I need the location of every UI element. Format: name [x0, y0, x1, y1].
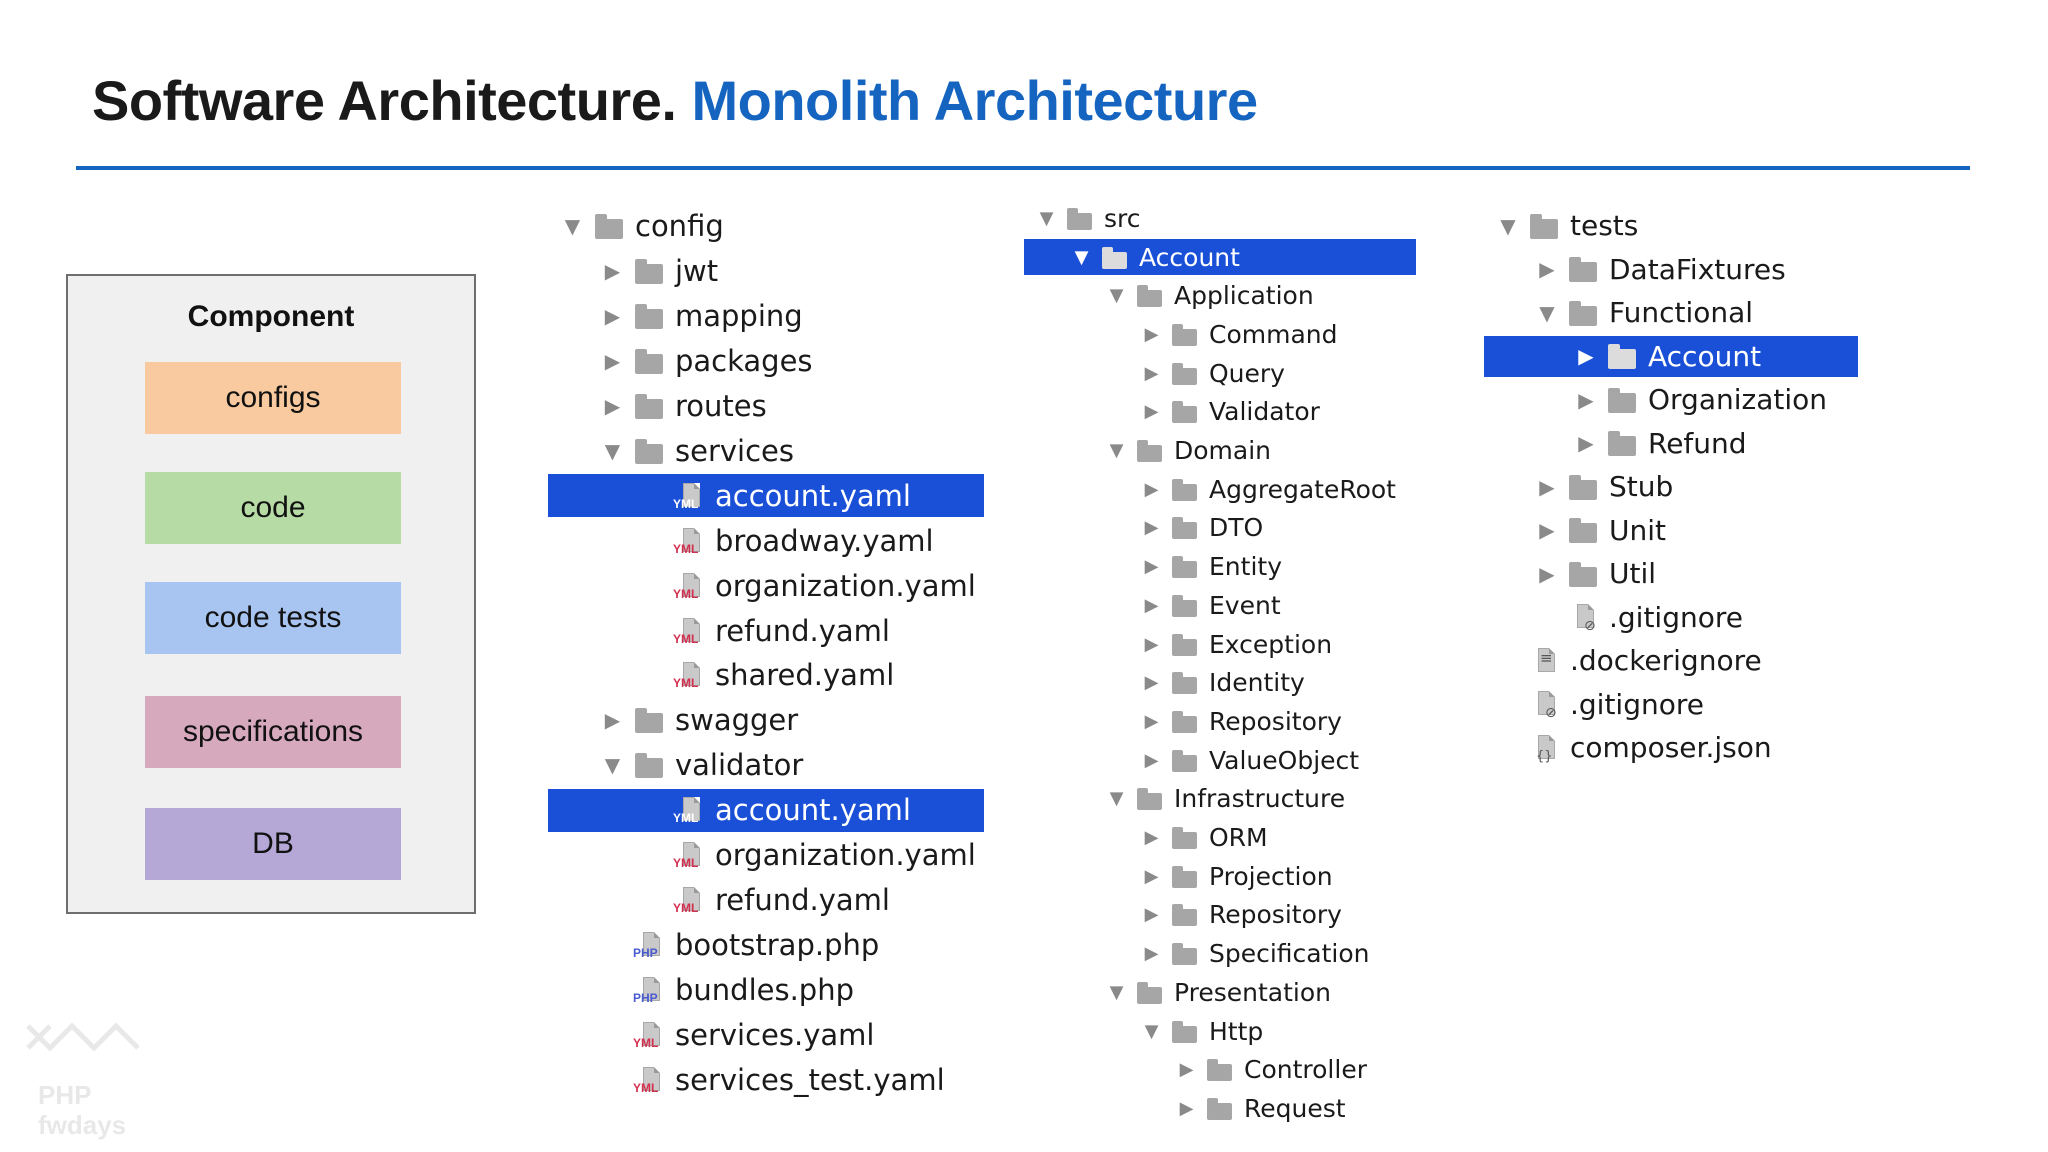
- tree-item-validator[interactable]: [548, 744, 984, 787]
- tree-item-label: Controller: [1244, 1055, 1367, 1085]
- folder-icon: [1137, 439, 1168, 462]
- tree-item-label: routes: [675, 389, 767, 424]
- collapsed-arrow-icon[interactable]: ▶: [1144, 478, 1159, 500]
- title-highlight: Monolith Architecture: [691, 69, 1258, 132]
- tree-item-label: services: [675, 433, 794, 468]
- folder-icon: [635, 393, 669, 419]
- collapsed-arrow-icon[interactable]: ▶: [1144, 865, 1159, 887]
- yaml-file-icon: YML: [635, 1022, 669, 1048]
- fwdays-logo: [20, 990, 160, 1150]
- tree-item-label: shared.yaml: [715, 658, 895, 693]
- yaml-file-icon: YML: [675, 573, 709, 599]
- src-project-tree: [1024, 200, 1416, 1129]
- tree-item-label: jwt: [675, 254, 719, 289]
- tree-item-label: ORM: [1209, 823, 1268, 853]
- tree-item-label: organization.yaml: [715, 568, 976, 603]
- tree-item-orm[interactable]: [1024, 819, 1416, 856]
- folder-icon: [595, 213, 629, 239]
- tree-item-account-yaml[interactable]: [548, 789, 984, 832]
- tree-item-label: organization.yaml: [715, 838, 976, 873]
- tree-item-account[interactable]: [1484, 336, 1858, 378]
- title-prefix: Software Architecture.: [92, 69, 677, 132]
- tree-item-label: tests: [1570, 209, 1639, 243]
- folder-icon: [1172, 594, 1203, 617]
- component-legend: [66, 274, 476, 914]
- folder-icon: [1137, 787, 1168, 810]
- tree-item-mapping[interactable]: [548, 295, 984, 338]
- tree-item-label: Specification: [1209, 939, 1370, 969]
- tree-item-label: bundles.php: [675, 972, 854, 1007]
- folder-icon: [1172, 362, 1203, 385]
- tree-item-label: Refund: [1648, 426, 1747, 460]
- collapsed-arrow-icon[interactable]: ▶: [1179, 1097, 1194, 1119]
- tree-item-label: Account: [1648, 339, 1762, 373]
- tree-item-config[interactable]: [548, 205, 984, 248]
- tree-item-services-yaml[interactable]: [548, 1013, 984, 1056]
- tree-item-stub[interactable]: [1484, 466, 1858, 508]
- tree-item-swagger[interactable]: [548, 699, 984, 742]
- tree-item-label: Exception: [1209, 629, 1333, 659]
- tree-item-entity[interactable]: [1024, 548, 1416, 585]
- folder-icon: [1172, 671, 1203, 694]
- tree-item-account-yaml[interactable]: [548, 474, 984, 517]
- folder-icon: [1207, 1097, 1238, 1120]
- tree-item-dto[interactable]: [1024, 510, 1416, 547]
- folder-icon: [1172, 942, 1203, 965]
- tree-item-infrastructure[interactable]: [1024, 781, 1416, 818]
- tree-item-broadway-yaml[interactable]: [548, 519, 984, 562]
- folder-icon: [1067, 207, 1098, 230]
- collapsed-arrow-icon[interactable]: ▶: [1144, 594, 1159, 616]
- legend-title: Component: [187, 300, 355, 333]
- collapsed-arrow-icon[interactable]: ▶: [1539, 561, 1555, 586]
- folder-icon: [1102, 246, 1133, 269]
- tree-item-exception[interactable]: [1024, 626, 1416, 663]
- tree-item-label: Http: [1209, 1016, 1264, 1046]
- tree-item-command[interactable]: [1024, 316, 1416, 353]
- tree-item-label: mapping: [675, 299, 803, 334]
- tree-item-label: src: [1104, 203, 1141, 233]
- tree-item-jwt[interactable]: [548, 250, 984, 293]
- tree-item-label: account.yaml: [715, 793, 911, 828]
- legend-item-code-tests: code tests: [145, 582, 401, 654]
- collapsed-arrow-icon[interactable]: ▶: [1539, 257, 1555, 282]
- tree-item-label: ValueObject: [1209, 745, 1360, 775]
- folder-icon: [1137, 981, 1168, 1004]
- expanded-arrow-icon[interactable]: ▼: [604, 438, 621, 463]
- tree-item-http[interactable]: [1024, 1013, 1416, 1050]
- legend-item-specifications: specifications: [145, 696, 401, 768]
- tree-item-label: Infrastructure: [1174, 784, 1346, 814]
- folder-icon: [635, 348, 669, 374]
- folder-icon: [1172, 323, 1203, 346]
- yaml-file-icon: YML: [675, 618, 709, 644]
- folder-icon: [635, 303, 669, 329]
- tree-item-label: DTO: [1209, 513, 1264, 543]
- tree-item-label: Request: [1244, 1093, 1346, 1123]
- tree-item-label: refund.yaml: [715, 613, 890, 648]
- collapsed-arrow-icon[interactable]: ▶: [1144, 401, 1159, 423]
- slide-title: [92, 68, 1258, 133]
- tree-item-label: Projection: [1209, 861, 1333, 891]
- collapsed-arrow-icon[interactable]: ▶: [604, 394, 621, 419]
- tree-item-composer-json[interactable]: [1484, 727, 1858, 769]
- tests-project-tree: [1484, 205, 1858, 771]
- tree-item-gitignore[interactable]: [1484, 684, 1858, 726]
- tree-item-tests[interactable]: [1484, 205, 1858, 247]
- tree-item-unit[interactable]: [1484, 510, 1858, 552]
- tree-item-label: composer.json: [1570, 731, 1772, 765]
- collapsed-arrow-icon[interactable]: ▶: [1144, 904, 1159, 926]
- yaml-file-icon: YML: [635, 1067, 669, 1093]
- collapsed-arrow-icon[interactable]: ▶: [1578, 387, 1594, 412]
- logo-text-fwdays: fwdays: [38, 1110, 127, 1140]
- tree-item-label: services_test.yaml: [675, 1062, 945, 1097]
- tree-item-label: Stub: [1609, 470, 1674, 504]
- expanded-arrow-icon[interactable]: ▼: [1074, 246, 1089, 268]
- tree-item-label: account.yaml: [715, 478, 911, 513]
- collapsed-arrow-icon[interactable]: ▶: [1578, 431, 1594, 456]
- yaml-file-icon: YML: [675, 887, 709, 913]
- tree-item-label: .gitignore: [1609, 600, 1743, 634]
- collapsed-arrow-icon[interactable]: ▶: [1144, 672, 1159, 694]
- tree-item-label: Presentation: [1174, 977, 1332, 1007]
- tree-item-label: config: [635, 209, 724, 244]
- tree-item-account[interactable]: [1024, 239, 1416, 276]
- folder-icon: [635, 258, 669, 284]
- expanded-arrow-icon[interactable]: ▼: [1109, 440, 1124, 462]
- folder-icon: [1172, 400, 1203, 423]
- folder-icon: [635, 707, 669, 733]
- yaml-file-icon: YML: [675, 797, 709, 823]
- tree-item-aggregateroot[interactable]: [1024, 471, 1416, 508]
- php-file-icon: PHP: [635, 977, 669, 1003]
- tree-item-shared-yaml[interactable]: [548, 654, 984, 697]
- tree-item-label: Domain: [1174, 436, 1272, 466]
- tree-item-validator[interactable]: [1024, 394, 1416, 431]
- expanded-arrow-icon[interactable]: ▼: [1109, 981, 1124, 1003]
- tree-item-label: bootstrap.php: [675, 927, 880, 962]
- tree-item-label: packages: [675, 344, 813, 379]
- tree-item-label: Entity: [1209, 552, 1282, 582]
- collapsed-arrow-icon[interactable]: ▶: [1179, 1059, 1194, 1081]
- folder-icon: [1569, 561, 1603, 587]
- tree-item-query[interactable]: [1024, 355, 1416, 392]
- folder-icon: [1569, 300, 1603, 326]
- tree-item-specification[interactable]: [1024, 935, 1416, 972]
- tree-item-label: DataFixtures: [1609, 252, 1786, 286]
- tree-item-label: Organization: [1648, 383, 1828, 417]
- tree-item-refund-yaml[interactable]: [548, 609, 984, 652]
- config-project-tree: [548, 205, 984, 1103]
- collapsed-arrow-icon[interactable]: ▶: [1144, 710, 1159, 732]
- folder-icon: [1569, 474, 1603, 500]
- tree-item-organization[interactable]: [1484, 379, 1858, 421]
- folder-icon: [1172, 710, 1203, 733]
- tree-item-label: .gitignore: [1570, 687, 1704, 721]
- tree-item-gitignore[interactable]: [1484, 597, 1858, 639]
- folder-icon: [1608, 387, 1642, 413]
- folder-icon: [1569, 517, 1603, 543]
- tree-item-services[interactable]: [548, 430, 984, 473]
- tree-item-event[interactable]: [1024, 587, 1416, 624]
- collapsed-arrow-icon[interactable]: ▶: [604, 708, 621, 733]
- tree-item-dockerignore[interactable]: [1484, 640, 1858, 682]
- folder-icon: [1172, 865, 1203, 888]
- folder-icon: [1172, 516, 1203, 539]
- tree-item-label: Application: [1174, 281, 1314, 311]
- folder-icon: [1207, 1058, 1238, 1081]
- folder-icon: [1172, 903, 1203, 926]
- tree-item-organization-yaml[interactable]: [548, 564, 984, 607]
- tree-item-projection[interactable]: [1024, 858, 1416, 895]
- yaml-file-icon: YML: [675, 662, 709, 688]
- tree-item-label: Functional: [1609, 296, 1754, 330]
- expanded-arrow-icon[interactable]: ▼: [1109, 788, 1124, 810]
- yaml-file-icon: YML: [675, 842, 709, 868]
- collapsed-arrow-icon[interactable]: ▶: [1144, 749, 1159, 771]
- expanded-arrow-icon[interactable]: ▼: [604, 753, 621, 778]
- expanded-arrow-icon[interactable]: ▼: [1109, 285, 1124, 307]
- tree-item-routes[interactable]: [548, 385, 984, 428]
- tree-item-application[interactable]: [1024, 277, 1416, 314]
- collapsed-arrow-icon[interactable]: ▶: [604, 259, 621, 284]
- tree-item-organization-yaml[interactable]: [548, 834, 984, 877]
- collapsed-arrow-icon[interactable]: ▶: [1144, 943, 1159, 965]
- tree-item-bundles-php[interactable]: [548, 968, 984, 1011]
- tree-item-services-test-yaml[interactable]: [548, 1058, 984, 1101]
- tree-item-util[interactable]: [1484, 553, 1858, 595]
- tree-item-label: Account: [1139, 242, 1240, 272]
- tree-item-label: swagger: [675, 703, 799, 738]
- tree-item-refund[interactable]: [1484, 423, 1858, 465]
- tree-item-label: .dockerignore: [1570, 644, 1762, 678]
- tree-item-label: Event: [1209, 590, 1281, 620]
- tree-item-label: Query: [1209, 358, 1285, 388]
- expanded-arrow-icon[interactable]: ▼: [1144, 1020, 1159, 1042]
- tree-item-label: Unit: [1609, 513, 1666, 547]
- folder-icon: [1530, 213, 1564, 239]
- expanded-arrow-icon[interactable]: ▼: [564, 214, 581, 239]
- tree-item-controller[interactable]: [1024, 1051, 1416, 1088]
- logo-mark-icon: [20, 990, 150, 1070]
- legend-item-db: DB: [145, 808, 401, 880]
- json-file-icon: {}: [1530, 735, 1564, 761]
- yaml-file-icon: YML: [675, 528, 709, 554]
- tree-item-label: Util: [1609, 557, 1657, 591]
- collapsed-arrow-icon[interactable]: ▶: [1144, 827, 1159, 849]
- tree-item-packages[interactable]: [548, 340, 984, 383]
- collapsed-arrow-icon[interactable]: ▶: [1539, 474, 1555, 499]
- tree-item-bootstrap-php[interactable]: [548, 923, 984, 966]
- tree-item-label: Validator: [1209, 397, 1320, 427]
- tree-item-label: refund.yaml: [715, 882, 890, 917]
- folder-icon: [1137, 284, 1168, 307]
- tree-item-repository[interactable]: [1024, 703, 1416, 740]
- collapsed-arrow-icon[interactable]: ▶: [604, 304, 621, 329]
- folder-icon: [1172, 749, 1203, 772]
- folder-icon: [1608, 343, 1642, 369]
- tree-item-functional[interactable]: [1484, 292, 1858, 334]
- tree-item-datafixtures[interactable]: [1484, 249, 1858, 291]
- expanded-arrow-icon[interactable]: ▼: [1039, 207, 1054, 229]
- folder-icon: [635, 752, 669, 778]
- tree-item-src[interactable]: [1024, 200, 1416, 237]
- yaml-file-icon: YML: [675, 483, 709, 509]
- tree-item-valueobject[interactable]: [1024, 742, 1416, 779]
- tree-item-label: broadway.yaml: [715, 523, 934, 558]
- text-file-icon: ≡: [1530, 648, 1564, 674]
- folder-icon: [1172, 826, 1203, 849]
- tree-item-request[interactable]: [1024, 1090, 1416, 1127]
- legend-item-configs: configs: [145, 362, 401, 434]
- tree-item-label: Repository: [1209, 706, 1342, 736]
- logo-text-php: PHP: [38, 1080, 92, 1110]
- tree-item-domain[interactable]: [1024, 432, 1416, 469]
- legend-item-code: code: [145, 472, 401, 544]
- collapsed-arrow-icon[interactable]: ▶: [1144, 323, 1159, 345]
- tree-item-identity[interactable]: [1024, 664, 1416, 701]
- tree-item-label: Repository: [1209, 900, 1342, 930]
- php-file-icon: PHP: [635, 932, 669, 958]
- folder-icon: [1172, 633, 1203, 656]
- expanded-arrow-icon[interactable]: ▼: [1500, 213, 1516, 238]
- collapsed-arrow-icon[interactable]: ▶: [1144, 517, 1159, 539]
- folder-icon: [1172, 555, 1203, 578]
- folder-icon: [1569, 256, 1603, 282]
- tree-item-refund-yaml[interactable]: [548, 879, 984, 922]
- collapsed-arrow-icon[interactable]: ▶: [1144, 633, 1159, 655]
- folder-icon: [635, 438, 669, 464]
- tree-item-label: AggregateRoot: [1209, 474, 1396, 504]
- folder-icon: [1172, 1020, 1203, 1043]
- ignore-file-icon: ⊘: [1530, 691, 1564, 717]
- collapsed-arrow-icon[interactable]: ▶: [1144, 362, 1159, 384]
- tree-item-label: validator: [675, 748, 804, 783]
- collapsed-arrow-icon[interactable]: ▶: [1144, 556, 1159, 578]
- expanded-arrow-icon[interactable]: ▼: [1539, 300, 1555, 325]
- collapsed-arrow-icon[interactable]: ▶: [1539, 518, 1555, 543]
- folder-icon: [1172, 478, 1203, 501]
- tree-item-label: services.yaml: [675, 1017, 875, 1052]
- ignore-file-icon: ⊘: [1569, 604, 1603, 630]
- tree-item-repository[interactable]: [1024, 897, 1416, 934]
- tree-item-presentation[interactable]: [1024, 974, 1416, 1011]
- tree-item-label: Identity: [1209, 668, 1305, 698]
- folder-icon: [1608, 430, 1642, 456]
- tree-item-label: Command: [1209, 319, 1338, 349]
- collapsed-arrow-icon[interactable]: ▶: [1578, 344, 1594, 369]
- collapsed-arrow-icon[interactable]: ▶: [604, 349, 621, 374]
- title-underline: [76, 166, 1970, 170]
